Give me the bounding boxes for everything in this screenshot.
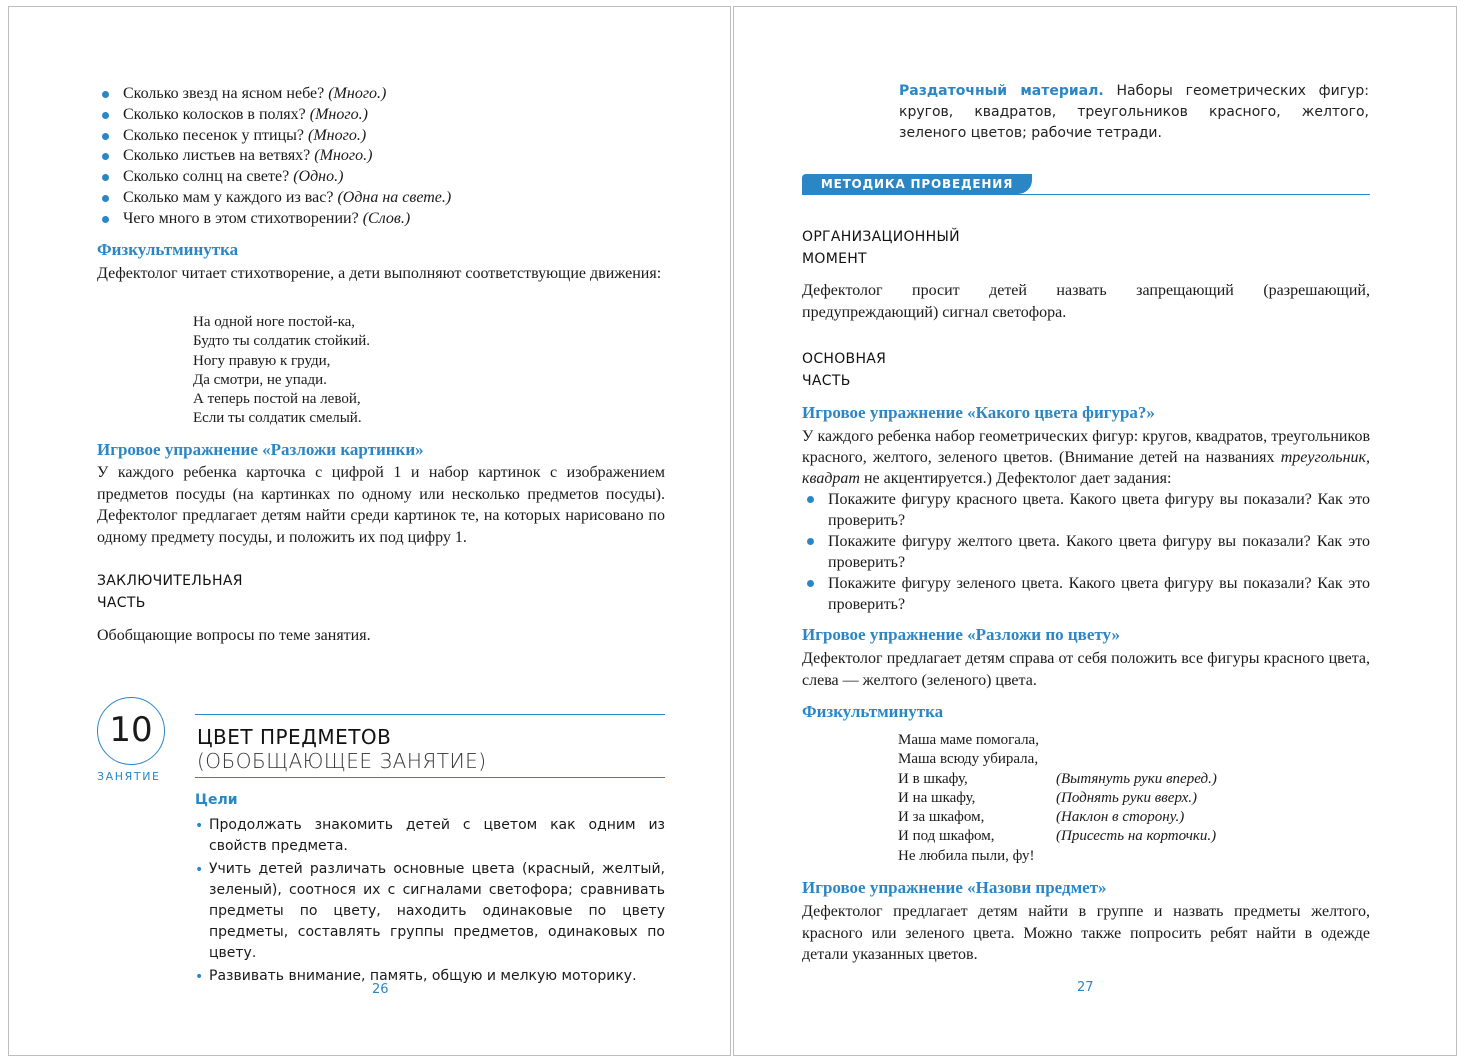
lesson-title: ЦВЕТ ПРЕДМЕТОВ — [197, 725, 392, 749]
right-page — [733, 6, 1457, 1056]
list-item: Сколько мам у каждого из вас? (Одна на свете.) — [97, 188, 657, 209]
bullet-icon — [102, 91, 109, 98]
list-item: • Развивать внимание, память, общую и мелкую моторику. — [195, 966, 665, 987]
exercise-text: У каждого ребенка карточка с цифрой 1 и набор картинок с изображением предметов посуды (на картинках по одному или несколько предметов посуды). Дефектолог предлагает детям найти среди картинок те, на которых нарисовано по одному предмету посуды, и положить их под цифру 1. — [97, 464, 665, 546]
poem-line: Маша всюду убирала, — [898, 751, 1039, 768]
poem-line: И под шкафом, (Присесть на корточки.) — [898, 828, 1217, 845]
poem-line: Маша маме помогала, — [898, 732, 1039, 748]
exercise1-text: У каждого ребенка набор геометрических фигур: кругов, квадратов, треугольников красного, желтого, зеленого цветов. (Внимание детей на названиях треугольник, квадрат не акцентируется.) Дефектолог дает задания: — [802, 428, 1370, 487]
list-item: Покажите фигуру желтого цвета. Какого цвета фигуру вы показали? Как это проверить? — [802, 531, 1370, 573]
fizkult-heading: Физкультминутка — [802, 702, 944, 721]
bullet-icon — [102, 133, 109, 140]
bullet-icon — [102, 112, 109, 119]
poem-line: А теперь постой на левой, — [193, 391, 361, 408]
exercise1-tasks — [802, 489, 1370, 615]
exercise2-heading: Игровое упражнение «Разложи по цвету» — [802, 625, 1120, 644]
bullet-icon — [102, 216, 109, 223]
list-item: Покажите фигуру зеленого цвета. Какого цвета фигуру вы показали? Как это проверить? — [802, 573, 1370, 615]
bullet-icon — [102, 153, 109, 160]
poem-line: Если ты солдатик смелый. — [193, 410, 362, 427]
list-item: Сколько листьев на ветвях? (Много.) — [97, 146, 657, 167]
page-number: 26 — [372, 982, 389, 997]
fizkult-heading: Физкультминутка — [97, 240, 239, 259]
list-item: • Продолжать знакомить детей с цветом как одним из свойств предмета. — [195, 817, 665, 854]
poem-line: Будто ты солдатик стойкий. — [193, 333, 371, 350]
lesson-number-badge — [97, 697, 165, 765]
exercise1-heading: Игровое упражнение «Какого цвета фигура?» — [802, 403, 1155, 422]
final-part-text: Обобщающие вопросы по теме занятия. — [97, 627, 371, 644]
poem-line: И за шкафом, (Наклон в сторону.) — [898, 809, 1185, 826]
lesson-number: 10 — [109, 710, 153, 750]
bullet-icon: • — [195, 969, 204, 985]
poem-line: Не любила пыли, фу! — [898, 847, 1035, 864]
questions-list — [97, 84, 657, 230]
poem — [193, 313, 370, 429]
poem-line: Ногу правую к груди, — [193, 352, 331, 369]
exercise3-heading: Игровое упражнение «Назови предмет» — [802, 878, 1107, 897]
list-item: Сколько песенок у птицы? (Много.) — [97, 126, 657, 147]
poem-line: Да смотри, не упади. — [193, 371, 327, 388]
page-number: 27 — [1077, 980, 1094, 995]
list-item: Сколько колосков в полях? (Много.) — [97, 105, 657, 126]
bullet-icon: • — [195, 862, 204, 878]
poem-line: На одной ноге постой-ка, — [193, 314, 356, 330]
handout-label: Раздаточный материал. — [899, 83, 1104, 99]
bullet-icon — [807, 496, 814, 503]
list-item: Сколько звезд на ясном небе? (Много.) — [97, 84, 657, 105]
bullet-icon — [102, 174, 109, 181]
poem-line: И на шкафу, (Поднять руки вверх.) — [898, 789, 1198, 806]
final-part-heading: ЗАКЛЮЧИТЕЛЬНАЯ ЧАСТЬ — [97, 573, 243, 611]
org-moment-heading: ОРГАНИЗАЦИОННЫЙ МОМЕНТ — [802, 229, 960, 267]
list-item: • Учить детей различать основные цвета (красный, желтый, зеленый), соотнося их с сигналами светофора; сравнивать предметы по цвету, находить одинаковые по цвету предметы, составлять группы предметов, одинаковых по цвету. — [195, 861, 665, 961]
bullet-icon — [102, 195, 109, 202]
bullet-icon — [807, 538, 814, 545]
method-tab: МЕТОДИКА ПРОВЕДЕНИЯ — [802, 174, 1032, 194]
title-bottom-rule — [195, 777, 665, 778]
list-item: Чего много в этом стихотворении? (Слов.) — [97, 209, 657, 230]
poem-line: И в шкафу, (Вытянуть руки вперед.) — [898, 770, 1217, 787]
goals-list — [195, 815, 665, 987]
lesson-subtitle: (ОБОБЩАЮЩЕЕ ЗАНЯТИЕ) — [197, 749, 487, 773]
method-rule — [802, 194, 1370, 195]
handout: Раздаточный материал. Наборы геометрических фигур: кругов, квадратов, треугольников красного, желтого, зеленого цветов; рабочие тетради. — [899, 83, 1369, 141]
fizkult-text: Дефектолог читает стихотворение, а дети выполняют соответствующие движения: — [97, 265, 662, 282]
poem — [898, 731, 1258, 866]
goals-heading: Цели — [195, 792, 238, 808]
lesson-label: ЗАНЯТИЕ — [97, 770, 161, 783]
bullet-icon — [807, 580, 814, 587]
exercise2-text: Дефектолог предлагает детям справа от себя положить все фигуры красного цвета, слева — желтого (зеленого) цвета. — [802, 650, 1370, 689]
org-moment-text: Дефектолог просит детей назвать запрещающий (разрешающий, предупреждающий) сигнал светофора. — [802, 282, 1370, 321]
left-page — [8, 6, 731, 1056]
title-top-rule — [195, 714, 665, 715]
exercise-heading: Игровое упражнение «Разложи картинки» — [97, 440, 424, 459]
main-part-heading: ОСНОВНАЯ ЧАСТЬ — [802, 351, 887, 389]
list-item: Сколько солнц на свете? (Одно.) — [97, 167, 657, 188]
bullet-icon: • — [195, 818, 204, 834]
list-item: Покажите фигуру красного цвета. Какого цвета фигуру вы показали? Как это проверить? — [802, 489, 1370, 531]
exercise3-text: Дефектолог предлагает детям найти в группе и назвать предметы желтого, красного или зеленого цвета. Можно также попросить ребят найти в одежде детали указанных цветов. — [802, 903, 1370, 963]
